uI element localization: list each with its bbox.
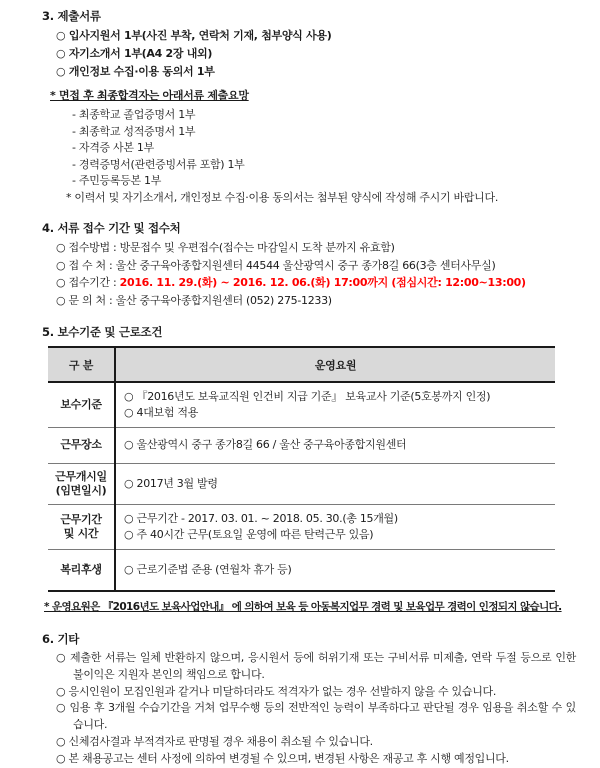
- row-content: [115, 549, 555, 591]
- row-label-start-date: [48, 463, 115, 504]
- column-header-category: 구 분: [48, 347, 115, 382]
- list-item: - 최종학교 성적증명서 1부: [72, 124, 196, 138]
- list-item: - 주민등록등본 1부: [72, 174, 162, 187]
- row-label-line: 근무개시일: [55, 469, 107, 483]
- section6-item-list: [56, 650, 576, 768]
- row-label-work-period: [48, 504, 115, 549]
- list-item: ○ 자기소개서 1부(A4 2장 내외): [56, 47, 213, 60]
- interview-doc-list: [72, 107, 576, 190]
- reception-period-value: 2016. 11. 29.(화) ~ 2016. 12. 06.(화) 17:00까지 (점심시간: 12:00~13:00): [119, 276, 526, 289]
- row-label-line: (임면일시): [55, 483, 107, 497]
- row-content: [115, 427, 555, 463]
- section4-heading: 4. 서류 접수 기간 및 접수처: [42, 221, 181, 235]
- list-item: ○ 신체검사결과 부적격자로 판명될 경우 채용이 취소될 수 있습니다.: [56, 734, 373, 748]
- table-header-row: [48, 347, 555, 382]
- cell-line: ○ 『2016년도 보육교직원 인건비 지급 기준』 보육교사 기준(5호봉까지 인정): [124, 389, 491, 403]
- section-pay-and-conditions: [42, 324, 576, 615]
- section3-item-list: [56, 27, 576, 81]
- row-label-workplace: 근무장소: [48, 427, 115, 463]
- pay-conditions-table: [48, 346, 555, 592]
- list-item: - 경력증명서(관련증빙서류 포함) 1부: [72, 157, 245, 171]
- row-label-line: 근무기간: [60, 512, 102, 526]
- contact-info: ○ 문 의 처 : 울산 중구육아종합지원센터 (052) 275-1233): [56, 293, 332, 307]
- table-row: [48, 504, 555, 549]
- cell-line: ○ 주 40시간 근무(토요일 운영에 따른 탄력근무 있음): [124, 527, 374, 541]
- section-application-period: [42, 220, 576, 309]
- table-row: [48, 382, 555, 427]
- cell-line: ○ 4대보험 적용: [124, 405, 199, 419]
- cell-line: ○ 근로기준법 준용 (연월차 휴가 등): [124, 562, 292, 576]
- cell-line: ○ 근무기간 - 2017. 03. 01. ~ 2018. 05. 30.(총 15개월): [124, 511, 398, 525]
- section-etc: [42, 631, 576, 768]
- table-note: * 운영요원은 『2016년도 보육사업안내』 에 의하여 보육 등 아동복지업무 경력 및 보육업무 경력이 인정되지 않습니다.: [44, 601, 562, 613]
- cell-line: ○ 2017년 3월 발령: [124, 476, 218, 490]
- section5-heading: 5. 보수기준 및 근로조건: [42, 325, 163, 339]
- reception-method: ○ 접수방법 : 방문접수 및 우편접수(접수는 마감일시 도착 분까지 유효함): [56, 241, 395, 254]
- form-note: * 이력서 및 자기소개서, 개인정보 수집·이용 동의서는 첨부된 양식에 작성해 주시기 바랍니다.: [66, 190, 499, 204]
- list-item: ○ 입사지원서 1부(사진 부착, 연락처 기재, 첨부양식 사용): [56, 29, 332, 42]
- list-item: ○ 응시인원이 모집인원과 같거나 미달하더라도 적격자가 없는 경우 선발하지 않을 수 있습니다.: [56, 684, 497, 698]
- list-item: - 최종학교 졸업증명서 1부: [72, 108, 196, 121]
- section4-item-list: [56, 239, 576, 309]
- column-header-operator: 운영요원: [115, 347, 555, 382]
- table-row: [48, 463, 555, 504]
- cell-line: ○ 울산광역시 중구 종가8길 66 / 울산 중구육아종합지원센터: [124, 438, 407, 451]
- reception-period: [56, 274, 576, 292]
- list-item: ○ 본 채용공고는 센터 사정에 의하여 변경될 수 있으며, 변경된 사항은 재공고 후 시행 예정입니다.: [56, 751, 509, 765]
- row-content: [115, 382, 555, 427]
- reception-address: ○ 접 수 처 : 울산 중구육아종합지원센터 44544 울산광역시 중구 종가8길 66(3층 센터사무실): [56, 258, 496, 272]
- section-submission-documents: [42, 8, 576, 206]
- row-content: [115, 504, 555, 549]
- table-row: [48, 427, 555, 463]
- section6-heading: 6. 기타: [42, 632, 80, 646]
- list-item: - 자격증 사본 1부: [72, 141, 154, 154]
- row-content: [115, 463, 555, 504]
- section3-heading: 3. 제출서류: [42, 9, 101, 23]
- list-item: ○ 임용 후 3개월 수습기간을 거쳐 업무수행 등의 전반적인 능력이 부족하다고 판단될 경우 임용을 취소할 수 있습니다.: [56, 701, 576, 732]
- table-row: [48, 549, 555, 591]
- list-item: ○ 제출한 서류는 일체 반환하지 않으며, 응시원서 등에 허위기재 또는 구비서류 미제출, 연락 두절 등으로 인한 불이익은 지원자 본인의 책임으로 합니다.: [56, 651, 576, 681]
- row-label-line: 및 시간: [63, 526, 99, 540]
- list-item: ○ 개인정보 수집·이용 동의서 1부: [56, 65, 215, 78]
- row-label-pay: 보수기준: [48, 382, 115, 427]
- interview-note-heading: * 면접 후 최종합격자는 아래서류 제출요망: [50, 89, 249, 102]
- row-label-welfare: 복리후생: [60, 562, 102, 576]
- reception-period-label: ○ 접수기간 :: [56, 276, 120, 289]
